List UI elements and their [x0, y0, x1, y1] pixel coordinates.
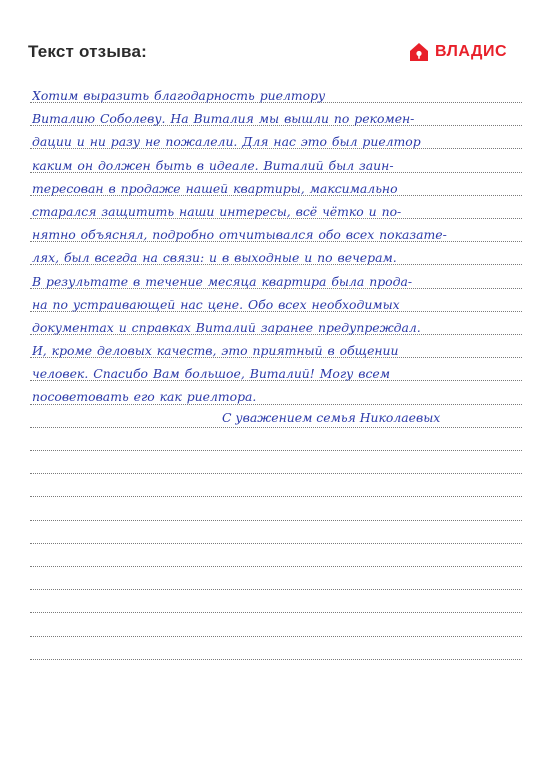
house-key-icon: [409, 42, 429, 62]
review-line: каким он должен быть в идеале. Виталий был заин-: [32, 157, 394, 173]
ruled-line: [30, 659, 522, 660]
review-line: человек. Спасибо Вам большое, Виталий! Могу всем: [32, 366, 390, 382]
ruled-line: [30, 496, 522, 497]
ruled-line: [30, 543, 522, 544]
review-line: Хотим выразить благодарность риелтору: [32, 88, 326, 103]
review-line: документах и справках Виталий заранее предупреждал.: [32, 319, 421, 335]
ruled-line: [30, 520, 522, 521]
ruled-line: [30, 450, 522, 451]
ruled-line: [30, 473, 522, 474]
review-text: [32, 84, 522, 409]
review-line: на по устраивающей нас цене. Обо всех необходимых: [32, 296, 400, 312]
brand-name: ВЛАДИС: [435, 43, 507, 60]
ruled-line: [30, 589, 522, 590]
review-line: И, кроме деловых качеств, это приятный в общении: [32, 343, 399, 359]
ruled-line: [30, 566, 522, 567]
signature-line: С уважением семья Николаевых: [222, 410, 441, 425]
review-line: лях, был всегда на связи: и в выходные и по вечерам.: [32, 250, 397, 266]
review-line: Виталию Соболеву. На Виталия мы вышли по рекомен-: [32, 111, 415, 127]
review-line: тересован в продаже нашей квартиры, максимально: [32, 180, 398, 196]
review-line: дации и ни разу не пожалели. Для нас это был риелтор: [32, 134, 421, 150]
brand-logo: [409, 42, 507, 62]
ruled-line: [30, 612, 522, 613]
form-title: Текст отзыва:: [28, 42, 147, 61]
review-line: В результате в течение месяца квартира была прода-: [32, 273, 413, 289]
review-line: нятно объяснял, подробно отчитывался обо всех показате-: [32, 227, 447, 243]
ruled-line: [30, 427, 522, 428]
ruled-line: [30, 636, 522, 637]
review-line: старался защитить наши интересы, всё чётко и по-: [32, 203, 402, 219]
review-line: посоветовать его как риелтора.: [32, 389, 257, 405]
